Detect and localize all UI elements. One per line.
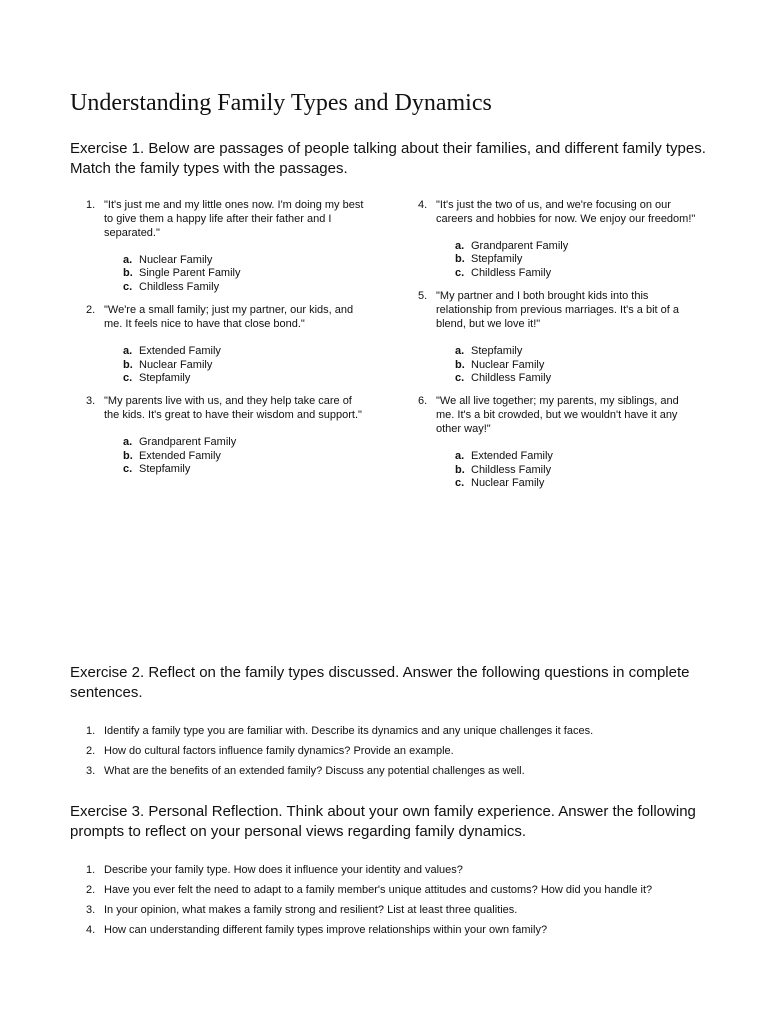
option-letter: a. bbox=[123, 254, 133, 266]
option-text: Childless Family bbox=[471, 266, 552, 279]
option-list bbox=[123, 344, 366, 384]
question-passage: "My parents live with us, and they help take care of the kids. It's great to have their wisdom and support." bbox=[104, 395, 362, 422]
option-text: Childless Family bbox=[139, 280, 220, 293]
option-text: Nuclear Family bbox=[139, 358, 213, 371]
item-number: 2. bbox=[86, 884, 96, 896]
option-letter: a. bbox=[123, 345, 133, 358]
list-item bbox=[86, 764, 726, 784]
option-letter: b. bbox=[455, 463, 465, 476]
question-number: 6. bbox=[418, 395, 428, 408]
item-number: 3. bbox=[86, 904, 96, 916]
item-text: How can understanding different family types improve relationships within your own family? bbox=[104, 924, 548, 936]
option-letter: c. bbox=[455, 266, 465, 279]
list-item bbox=[86, 923, 726, 943]
option-list bbox=[455, 344, 698, 384]
option-letter: a. bbox=[455, 240, 465, 252]
item-text: Describe your family type. How does it influence your identity and values? bbox=[104, 864, 463, 876]
option-b bbox=[123, 266, 366, 279]
option-a bbox=[455, 344, 698, 357]
option-letter: b. bbox=[455, 358, 465, 371]
list-item bbox=[86, 903, 726, 923]
question-passage: "It's just me and my little ones now. I'm doing my best to give them a happy life after their father and I separated." bbox=[104, 199, 364, 239]
item-number: 3. bbox=[86, 765, 96, 777]
option-letter: c. bbox=[123, 280, 133, 293]
option-b bbox=[455, 252, 698, 265]
option-text: Stepfamily bbox=[471, 253, 523, 266]
option-text: Single Parent Family bbox=[139, 267, 241, 280]
list-item bbox=[86, 863, 726, 883]
option-c bbox=[123, 280, 366, 293]
option-text: Nuclear Family bbox=[139, 254, 213, 266]
option-text: Nuclear Family bbox=[471, 477, 545, 490]
option-letter: c. bbox=[455, 477, 465, 490]
option-a bbox=[123, 253, 366, 266]
page-title: Understanding Family Types and Dynamics bbox=[70, 90, 492, 116]
exercise-1-heading: Exercise 1. Below are passages of people talking about their families, and different family types. Match the family types with the passages. bbox=[70, 140, 706, 177]
question-6 bbox=[418, 394, 698, 489]
option-text: Grandparent Family bbox=[471, 240, 569, 252]
exercise-2-question-list bbox=[86, 724, 726, 784]
question-passage: "We're a small family; just my partner, our kids, and me. It feels nice to have that close bond." bbox=[104, 304, 354, 331]
list-item bbox=[86, 883, 726, 903]
option-letter: c. bbox=[123, 371, 133, 384]
option-letter: a. bbox=[455, 345, 465, 358]
list-item bbox=[86, 744, 726, 764]
option-list bbox=[455, 449, 698, 489]
exercise-2-heading: Exercise 2. Reflect on the family types discussed. Answer the following questions in complete sentences. bbox=[70, 664, 690, 701]
option-a bbox=[455, 449, 698, 462]
exercise-3-heading: Exercise 3. Personal Reflection. Think about your own family experience. Answer the following prompts to reflect on your personal views regarding family dynamics. bbox=[70, 803, 696, 840]
option-list bbox=[123, 253, 366, 293]
option-c bbox=[455, 371, 698, 384]
option-text: Childless Family bbox=[471, 463, 552, 476]
list-item bbox=[86, 724, 726, 744]
option-c bbox=[123, 371, 366, 384]
option-letter: c. bbox=[123, 463, 133, 476]
item-number: 1. bbox=[86, 864, 96, 876]
option-text: Extended Family bbox=[139, 449, 221, 462]
option-c bbox=[455, 476, 698, 489]
item-number: 1. bbox=[86, 725, 96, 737]
option-b bbox=[455, 463, 698, 476]
option-text: Extended Family bbox=[139, 345, 221, 358]
item-number: 2. bbox=[86, 745, 96, 757]
item-text: What are the benefits of an extended family? Discuss any potential challenges as well. bbox=[104, 765, 525, 777]
item-text: Identify a family type you are familiar with. Describe its dynamics and any unique challenges it faces. bbox=[104, 725, 594, 737]
question-2 bbox=[86, 303, 366, 384]
option-text: Stepfamily bbox=[139, 463, 191, 476]
option-list bbox=[123, 435, 366, 475]
question-number: 5. bbox=[418, 290, 428, 303]
question-passage: "We all live together; my parents, my siblings, and me. It's a bit crowded, but we wouldn't have it any other way!" bbox=[436, 395, 679, 436]
item-text: Have you ever felt the need to adapt to a family member's unique attitudes and customs? How did you handle it? bbox=[104, 884, 653, 896]
option-text: Stepfamily bbox=[139, 371, 191, 384]
option-a bbox=[455, 239, 698, 252]
option-c bbox=[123, 462, 366, 475]
option-letter: a. bbox=[455, 450, 465, 463]
option-text: Childless Family bbox=[471, 371, 552, 384]
question-3 bbox=[86, 394, 366, 475]
option-c bbox=[455, 266, 698, 279]
exercise-3-prompt-list bbox=[86, 863, 726, 943]
option-text: Extended Family bbox=[471, 450, 553, 463]
item-text: How do cultural factors influence family dynamics? Provide an example. bbox=[104, 745, 454, 757]
option-letter: c. bbox=[455, 371, 465, 384]
question-number: 1. bbox=[86, 199, 96, 211]
question-4 bbox=[418, 198, 698, 279]
exercise-1-column-left bbox=[86, 198, 366, 486]
option-b bbox=[123, 449, 366, 462]
question-passage: "It's just the two of us, and we're focusing on our careers and hobbies for now. We enjoy our freedom!" bbox=[436, 199, 696, 225]
question-1 bbox=[86, 198, 366, 293]
question-passage: "My partner and I both brought kids into this relationship from previous marriages. It's a bit of a blend, but we love it!" bbox=[436, 290, 679, 331]
option-letter: b. bbox=[123, 449, 133, 462]
option-text: Stepfamily bbox=[471, 345, 523, 358]
exercise-1-column-right bbox=[418, 198, 698, 500]
option-letter: b. bbox=[123, 267, 133, 280]
option-b bbox=[455, 358, 698, 371]
question-number: 2. bbox=[86, 304, 96, 317]
option-a bbox=[123, 435, 366, 448]
option-text: Grandparent Family bbox=[139, 436, 237, 449]
question-number: 3. bbox=[86, 395, 96, 408]
item-number: 4. bbox=[86, 924, 96, 936]
option-list bbox=[455, 239, 698, 279]
option-text: Nuclear Family bbox=[471, 358, 545, 371]
option-letter: b. bbox=[123, 358, 133, 371]
question-number: 4. bbox=[418, 199, 428, 211]
option-letter: b. bbox=[455, 253, 465, 266]
option-letter: a. bbox=[123, 436, 133, 449]
option-a bbox=[123, 344, 366, 357]
option-b bbox=[123, 358, 366, 371]
question-5 bbox=[418, 289, 698, 384]
item-text: In your opinion, what makes a family strong and resilient? List at least three qualities. bbox=[104, 904, 518, 916]
